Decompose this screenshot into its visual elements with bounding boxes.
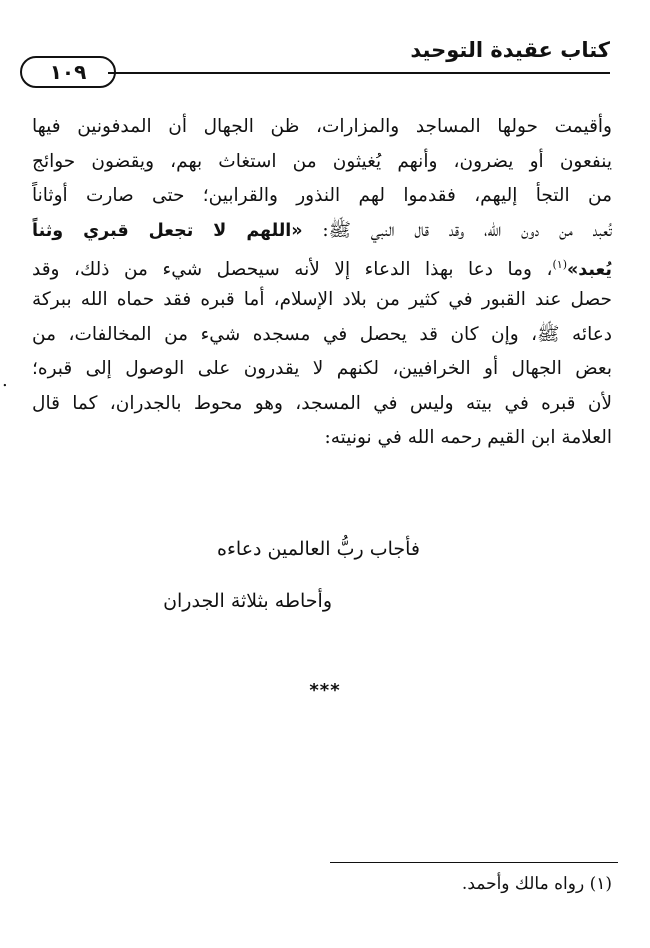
footnote: (١) رواه مالك وأحمد. xyxy=(461,874,612,894)
poem-line-2: وأحاطه بثلاثة الجدران xyxy=(163,590,332,612)
hadith-quote-end: يُعبد» xyxy=(566,260,612,281)
footnote-marker: (١) xyxy=(552,258,567,272)
body-line-1: وأقيمت حولها المساجد والمزارات، ظن الجهال أن المدفونين فيها xyxy=(32,116,612,137)
running-header-title: كتاب عقيدة التوحيد xyxy=(410,38,610,62)
body-line-3: من التجأ إليهم، فقدموا لهم النذور والقرابين؛ حتى صارت أوثاناً xyxy=(32,185,612,207)
footnote-rule xyxy=(330,862,618,863)
margin-mark: . xyxy=(2,370,8,391)
section-separator: *** xyxy=(309,680,341,701)
body-line-8: بعض الجهال أو الخرافيين، لكنهم لا يقدرون على الوصول إلى قبره؛ xyxy=(32,358,612,380)
hadith-quote-start: «اللهم لا تجعل قبري وثناً xyxy=(32,220,303,241)
body-line-10: العلامة ابن القيم رحمه الله في نونيته: xyxy=(324,427,612,449)
body-line-4-prefix: تُعبد من دون الله، وقد قال النبي ﷺ: xyxy=(302,219,612,241)
body-line-7: دعائه ﷺ، وإن كان قد يحصل في مسجده شيء من المخالفات، من xyxy=(32,323,612,345)
page-number: ١٠٩ xyxy=(20,56,116,88)
body-line-9: لأن قبره في بيته وليس في المسجد، وهو محوط بالجدران، كما قال xyxy=(32,392,612,414)
body-line-6: حصل عند القبور في كثير من بلاد الإسلام، أما قبره فقد حماه الله ببركة xyxy=(32,288,612,310)
poem-line-1: فأجاب ربُّ العالمين دعاءه xyxy=(217,538,420,560)
body-text xyxy=(32,110,612,456)
body-line-2: ينفعون أو يضرون، وأنهم يُغيثون من استغاث بهم، ويقضون حوائج xyxy=(32,150,612,172)
body-line-5-rest: ، وما دعا بهذا الدعاء إلا لأنه سيحصل شيء من ذلك، وقد xyxy=(32,259,553,281)
header-rule xyxy=(108,72,610,74)
body-line-4 xyxy=(32,214,612,249)
body-line-5 xyxy=(32,248,612,283)
